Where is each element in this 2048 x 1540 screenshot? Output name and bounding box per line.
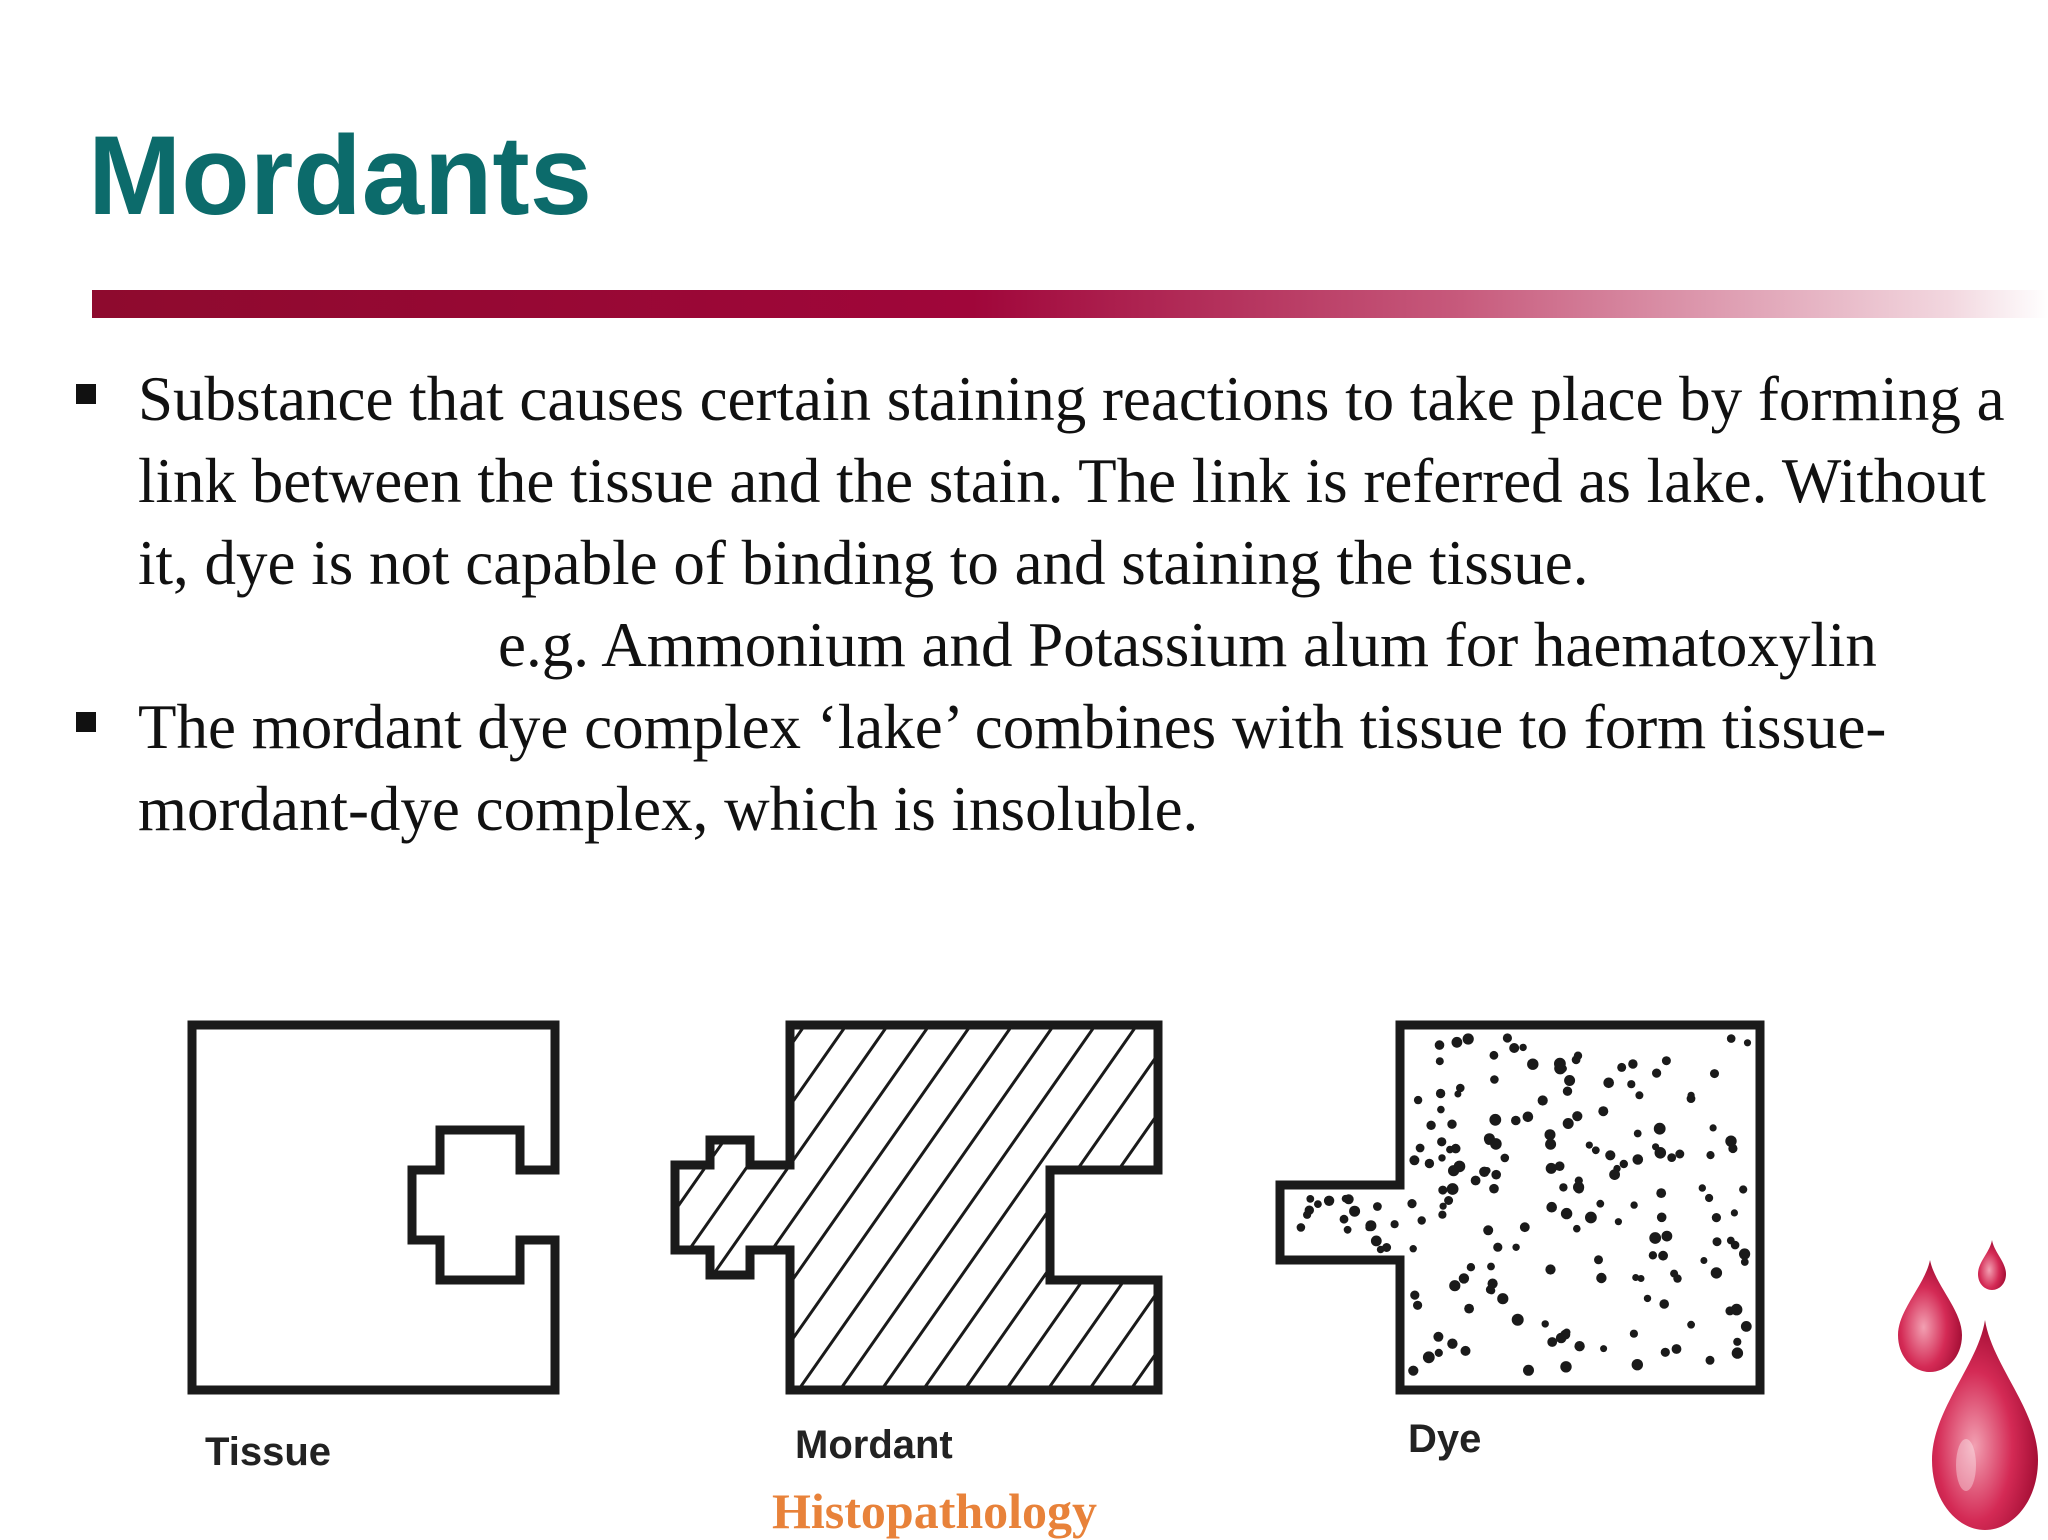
bullet-list xyxy=(76,358,2036,850)
dye-dot xyxy=(1659,1299,1669,1309)
dye-dot xyxy=(1572,1111,1582,1121)
dye-dot xyxy=(1483,1225,1493,1235)
dye-dot xyxy=(1471,1176,1481,1186)
dye-dot xyxy=(1675,1150,1684,1159)
dye-dot xyxy=(1538,1095,1548,1105)
dye-dot xyxy=(1652,1143,1659,1150)
dye-dot xyxy=(1503,1033,1512,1042)
dye-dot xyxy=(1489,1184,1499,1194)
dye-dot xyxy=(1559,1183,1567,1191)
dye-dot xyxy=(1564,1075,1575,1086)
dye-dot xyxy=(1741,1258,1749,1266)
dye-dot xyxy=(1491,1170,1501,1180)
dye-dot xyxy=(1349,1206,1360,1217)
dye-dot xyxy=(1594,1255,1603,1264)
dye-dot xyxy=(1512,1314,1524,1326)
dye-dot xyxy=(1662,1231,1673,1242)
dye-dot xyxy=(1613,1165,1620,1172)
dye-dot xyxy=(1732,1347,1743,1358)
dye-dot xyxy=(1632,1274,1639,1281)
dye-dot xyxy=(1464,1304,1474,1314)
dye-dot xyxy=(1490,1051,1499,1060)
dye-dot xyxy=(1435,1349,1443,1357)
dye-dot xyxy=(1454,1161,1466,1173)
dye-dot xyxy=(1554,1058,1566,1070)
dye-dot xyxy=(1560,1361,1571,1372)
mordant-diagram-svg xyxy=(150,950,1800,1510)
dye-dot xyxy=(1546,1202,1557,1213)
dye-dot xyxy=(1573,1225,1581,1233)
dye-dot xyxy=(1605,1150,1615,1160)
dye-dot xyxy=(1700,1257,1707,1264)
dye-dot xyxy=(1725,1136,1736,1147)
dye-dot xyxy=(1652,1069,1661,1078)
dye-dot xyxy=(1633,1154,1644,1165)
dye-dot xyxy=(1654,1123,1666,1135)
dye-dot xyxy=(1649,1232,1661,1244)
dye-dot xyxy=(1440,1203,1447,1210)
dye-dot xyxy=(1634,1130,1642,1138)
dye-dot xyxy=(1426,1121,1435,1130)
mordant-diagram xyxy=(150,950,1800,1510)
dye-dot xyxy=(1436,1089,1445,1098)
dye-dot xyxy=(1461,1346,1471,1356)
dye-dot xyxy=(1410,1245,1417,1252)
dye-dot xyxy=(1545,1264,1555,1274)
dye-dot xyxy=(1489,1114,1501,1126)
dye-dot xyxy=(1487,1263,1495,1271)
dye-dot xyxy=(1661,1348,1670,1357)
dye-dot xyxy=(1710,1124,1717,1131)
dye-dot xyxy=(1305,1206,1314,1215)
dye-dot xyxy=(1744,1039,1751,1046)
dye-dot xyxy=(1711,1267,1722,1278)
dye-dot xyxy=(1447,1339,1457,1349)
dye-dot xyxy=(1585,1212,1597,1224)
dye-dot xyxy=(1545,1139,1556,1150)
dye-dot xyxy=(1382,1243,1391,1252)
dye-dot xyxy=(1649,1251,1657,1259)
dye-dot xyxy=(1467,1263,1475,1271)
dye-dot xyxy=(1456,1084,1465,1093)
tissue-shape xyxy=(192,1025,555,1390)
square-bullet-icon xyxy=(76,712,96,732)
dye-dot xyxy=(1574,1341,1584,1351)
dye-dot xyxy=(1414,1096,1422,1104)
dye-dot xyxy=(1574,1184,1584,1194)
dye-dot xyxy=(1463,1033,1474,1044)
dye-dot xyxy=(1598,1106,1608,1116)
dye-dot xyxy=(1627,1080,1635,1088)
dye-dot xyxy=(1706,1151,1714,1159)
dye-dot xyxy=(1306,1195,1314,1203)
dye-dot xyxy=(1617,1063,1626,1072)
square-bullet-icon xyxy=(76,384,96,404)
dye-dot xyxy=(1433,1332,1443,1342)
dye-dot xyxy=(1667,1153,1676,1162)
dye-dot xyxy=(1733,1338,1741,1346)
footer-text: Histopathology xyxy=(772,1483,1098,1539)
dye-dot xyxy=(1413,1301,1422,1310)
dye-dot xyxy=(1699,1184,1706,1191)
dye-dot xyxy=(1438,1154,1445,1161)
dye-dot xyxy=(1632,1359,1643,1370)
dye-dot xyxy=(1706,1356,1715,1365)
dye-dot xyxy=(1705,1194,1713,1202)
dye-dot xyxy=(1630,1330,1638,1338)
dye-dot xyxy=(1365,1224,1372,1231)
dye-dot xyxy=(1572,1055,1581,1064)
dye-dot xyxy=(1527,1059,1538,1070)
dye-dot xyxy=(1512,1244,1519,1251)
dye-dot xyxy=(1449,1280,1460,1291)
dye-dot xyxy=(1459,1273,1469,1283)
label-tissue: Tissue xyxy=(205,1430,331,1474)
dye-dot xyxy=(1739,1248,1750,1259)
dye-dot xyxy=(1546,1163,1557,1174)
dye-dot xyxy=(1519,1044,1526,1051)
dye-dot xyxy=(1657,1213,1667,1223)
dye-dot xyxy=(1418,1216,1426,1224)
dye-dot xyxy=(1509,1043,1519,1053)
dye-dot xyxy=(1342,1195,1350,1203)
dye-dot xyxy=(1727,1034,1736,1043)
dye-dot xyxy=(1670,1270,1678,1278)
dye-dot xyxy=(1575,1177,1583,1185)
dye-dot xyxy=(1586,1142,1593,1149)
dye-dot xyxy=(1391,1220,1399,1228)
dye-dot xyxy=(1600,1345,1607,1352)
dye-dot xyxy=(1545,1129,1556,1140)
dye-dot xyxy=(1436,1057,1444,1065)
dye-dot xyxy=(1656,1188,1666,1198)
label-dye: Dye xyxy=(1408,1417,1482,1461)
dye-dot xyxy=(1490,1075,1499,1084)
dye-dot xyxy=(1563,1087,1572,1096)
mordant-shape xyxy=(675,1025,1158,1390)
dye-dot xyxy=(1297,1223,1306,1232)
dye-dot xyxy=(1488,1279,1498,1289)
dye-dot xyxy=(1523,1112,1534,1123)
dye-dot xyxy=(1739,1185,1747,1193)
dye-dot xyxy=(1438,1186,1447,1195)
dye-dot xyxy=(1713,1237,1722,1246)
dye-dot xyxy=(1687,1094,1696,1103)
dye-dot xyxy=(1731,1209,1738,1216)
dye-dot xyxy=(1410,1291,1419,1300)
dye-dot xyxy=(1644,1295,1651,1302)
dye-dot xyxy=(1630,1201,1637,1208)
dye-dot xyxy=(1407,1199,1416,1208)
dye-dot xyxy=(1416,1144,1425,1153)
dye-dot xyxy=(1438,1211,1446,1219)
dye-dot xyxy=(1596,1200,1604,1208)
dye-dot xyxy=(1423,1351,1435,1363)
dye-dot xyxy=(1547,1337,1557,1347)
dye-dot xyxy=(1741,1321,1752,1332)
dye-dot xyxy=(1511,1116,1521,1126)
dye-dot xyxy=(1437,1137,1446,1146)
dye-dot xyxy=(1731,1304,1743,1316)
dye-dot xyxy=(1409,1155,1419,1165)
dye-dot xyxy=(1493,1243,1502,1252)
bullet-text: Substance that causes certain staining reactions to take place by forming a link between the tissue and the stain. The link is referred as lake. Without it, dye is not capable of binding to and staining the tissue. xyxy=(138,364,2005,598)
dye-dot xyxy=(1344,1226,1352,1234)
dye-dot xyxy=(1658,1251,1668,1261)
dye-dot xyxy=(1483,1167,1490,1174)
dye-dot xyxy=(1520,1222,1530,1232)
dye-dot xyxy=(1710,1069,1719,1078)
dye-dot xyxy=(1435,1040,1445,1050)
bullet-example: e.g. Ammonium and Potassium alum for haematoxylin xyxy=(498,610,1877,680)
dye-dot xyxy=(1451,1144,1461,1154)
dye-dot xyxy=(1452,1037,1463,1048)
dye-dot xyxy=(1340,1215,1349,1224)
dye-dot xyxy=(1603,1078,1614,1089)
dye-dot xyxy=(1672,1344,1682,1354)
dye-dot xyxy=(1620,1160,1628,1168)
dye-dot xyxy=(1425,1159,1434,1168)
dye-dot xyxy=(1371,1236,1382,1247)
dye-dot xyxy=(1561,1208,1572,1219)
dye-dot xyxy=(1523,1365,1534,1376)
dye-dot xyxy=(1408,1366,1418,1376)
dye-dot xyxy=(1615,1218,1622,1225)
bullet-text: The mordant dye complex ‘lake’ combines with tissue to form tissue-mordant-dye complex, which is insoluble. xyxy=(138,692,1887,844)
dye-dot xyxy=(1497,1293,1508,1304)
dye-dot xyxy=(1314,1200,1322,1208)
dye-dot xyxy=(1373,1202,1382,1211)
dye-dot xyxy=(1628,1059,1637,1068)
dye-dot xyxy=(1437,1106,1445,1114)
label-mordant: Mordant xyxy=(795,1423,953,1467)
dye-dot xyxy=(1563,1118,1574,1129)
dye-dot xyxy=(1447,1183,1459,1195)
dye-dot xyxy=(1727,1237,1735,1245)
dye-dot xyxy=(1592,1146,1600,1154)
dye-dot xyxy=(1490,1138,1502,1150)
dye-dot xyxy=(1324,1196,1334,1206)
dye-dot xyxy=(1563,1329,1571,1337)
slide-title: Mordants xyxy=(88,113,592,238)
dye-dot xyxy=(1687,1321,1695,1329)
bullet-item xyxy=(76,358,2036,686)
dye-dot xyxy=(1712,1213,1721,1222)
bullet-item xyxy=(76,686,2036,850)
title-underline xyxy=(92,290,2048,318)
blood-drops-icon xyxy=(1880,1240,2040,1536)
dye-dot xyxy=(1635,1091,1643,1099)
dye-dot xyxy=(1447,1120,1456,1129)
dye-dot xyxy=(1596,1273,1606,1283)
dye-dot xyxy=(1501,1154,1510,1163)
dye-dot xyxy=(1542,1320,1549,1327)
dye-dot xyxy=(1662,1056,1671,1065)
